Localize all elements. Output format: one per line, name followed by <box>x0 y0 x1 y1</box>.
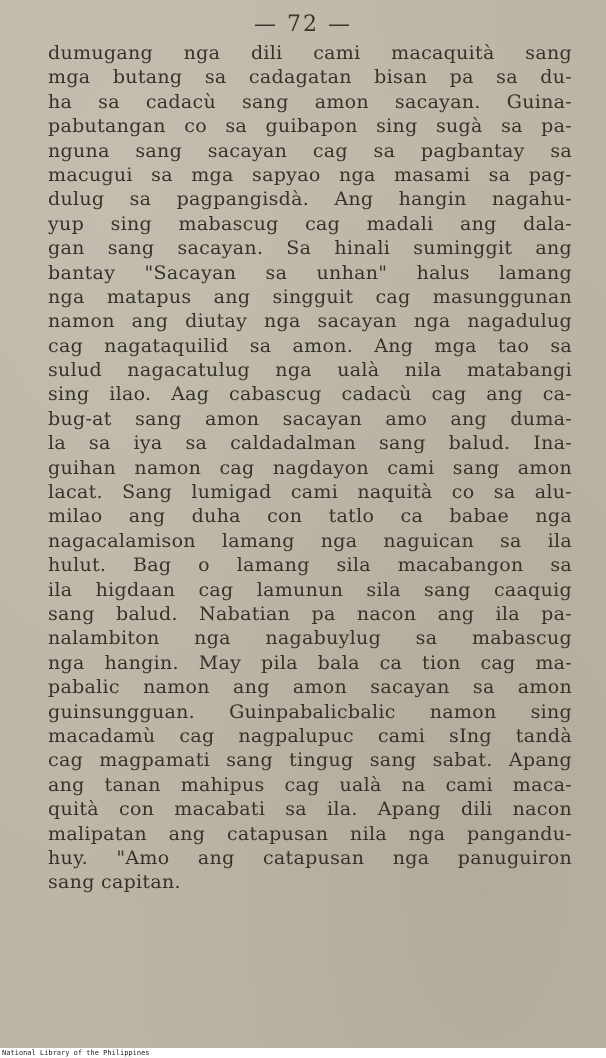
text-line: bantay "Sacayan sa unhan" halus lamang <box>48 261 572 284</box>
text-line: sulud nagacatulug nga ualà nila matabangi <box>48 359 572 382</box>
text-line: la sa iya sa caldadalman sang balud. Ina- <box>48 432 572 455</box>
text-line: sang balud. Nabatian pa nacon ang ila pa- <box>48 602 572 625</box>
text-line: pabutangan co sa guibapon sing sugà sa pa- <box>48 115 572 138</box>
text-line: namon ang diutay nga sacayan nga nagadulug <box>48 310 572 333</box>
text-line: mga butang sa cadagatan bisan pa sa du- <box>48 66 572 89</box>
text-line: nga matapus ang singguit cag masunggunan <box>48 285 572 308</box>
text-line: pabalic namon ang amon sacayan sa amon <box>48 676 572 699</box>
text-line: nguna sang sacayan cag sa pagbantay sa <box>48 139 572 162</box>
text-line: ang tanan mahipus cag ualà na cami maca- <box>48 773 572 796</box>
text-line: sing ilao. Aag cabascug cadacù cag ang ca- <box>48 383 572 406</box>
page-number: — 72 — <box>254 12 352 37</box>
text-line: nagacalamison lamang nga naguican sa ila <box>48 529 572 552</box>
text-line: quità con macabati sa ila. Apang dili nacon <box>48 798 572 821</box>
text-line: ila higdaan cag lamunun sila sang caaquig <box>48 578 572 601</box>
text-line: bug-at sang amon sacayan amo ang duma- <box>48 407 572 430</box>
text-line: cag magpamati sang tingug sang sabat. Apang <box>48 749 572 772</box>
text-line: milao ang duha con tatlo ca babae nga <box>48 505 572 528</box>
text-line: guinsungguan. Guinpabalicbalic namon sing <box>48 700 572 723</box>
text-line: ha sa cadacù sang amon sacayan. Guina- <box>48 90 572 113</box>
library-footer: National Library of the Philippines <box>2 1049 150 1057</box>
text-line: huy. "Amo ang catapusan nga panuguiron <box>48 846 572 869</box>
text-line: nalambiton nga nagabuylug sa mabascug <box>48 627 572 650</box>
text-line: macugui sa mga sapyao nga masami sa pag- <box>48 163 572 186</box>
text-line: dulug sa pagpangisdà. Ang hangin nagahu- <box>48 188 572 211</box>
text-line: guihan namon cag nagdayon cami sang amon <box>48 456 572 479</box>
text-line: macadamù cag nagpalupuc cami sIng tandà <box>48 724 572 747</box>
text-line: cag nagataquilid sa amon. Ang mga tao sa <box>48 334 572 357</box>
text-line: sang capitan. <box>48 871 181 894</box>
text-line: yup sing mabascug cag madali ang dala- <box>48 212 572 235</box>
text-line: nga hangin. May pila bala ca tion cag ma- <box>48 651 572 674</box>
body-text <box>48 41 572 895</box>
text-line: lacat. Sang lumigad cami naquità co sa alu- <box>48 481 572 504</box>
text-line: hulut. Bag o lamang sila macabangon sa <box>48 554 572 577</box>
text-line: dumugang nga dili cami macaquità sang <box>48 42 572 64</box>
text-line: gan sang sacayan. Sa hinali suminggit ang <box>48 237 572 260</box>
text-line: malipatan ang catapusan nila nga pangandu- <box>48 822 572 845</box>
